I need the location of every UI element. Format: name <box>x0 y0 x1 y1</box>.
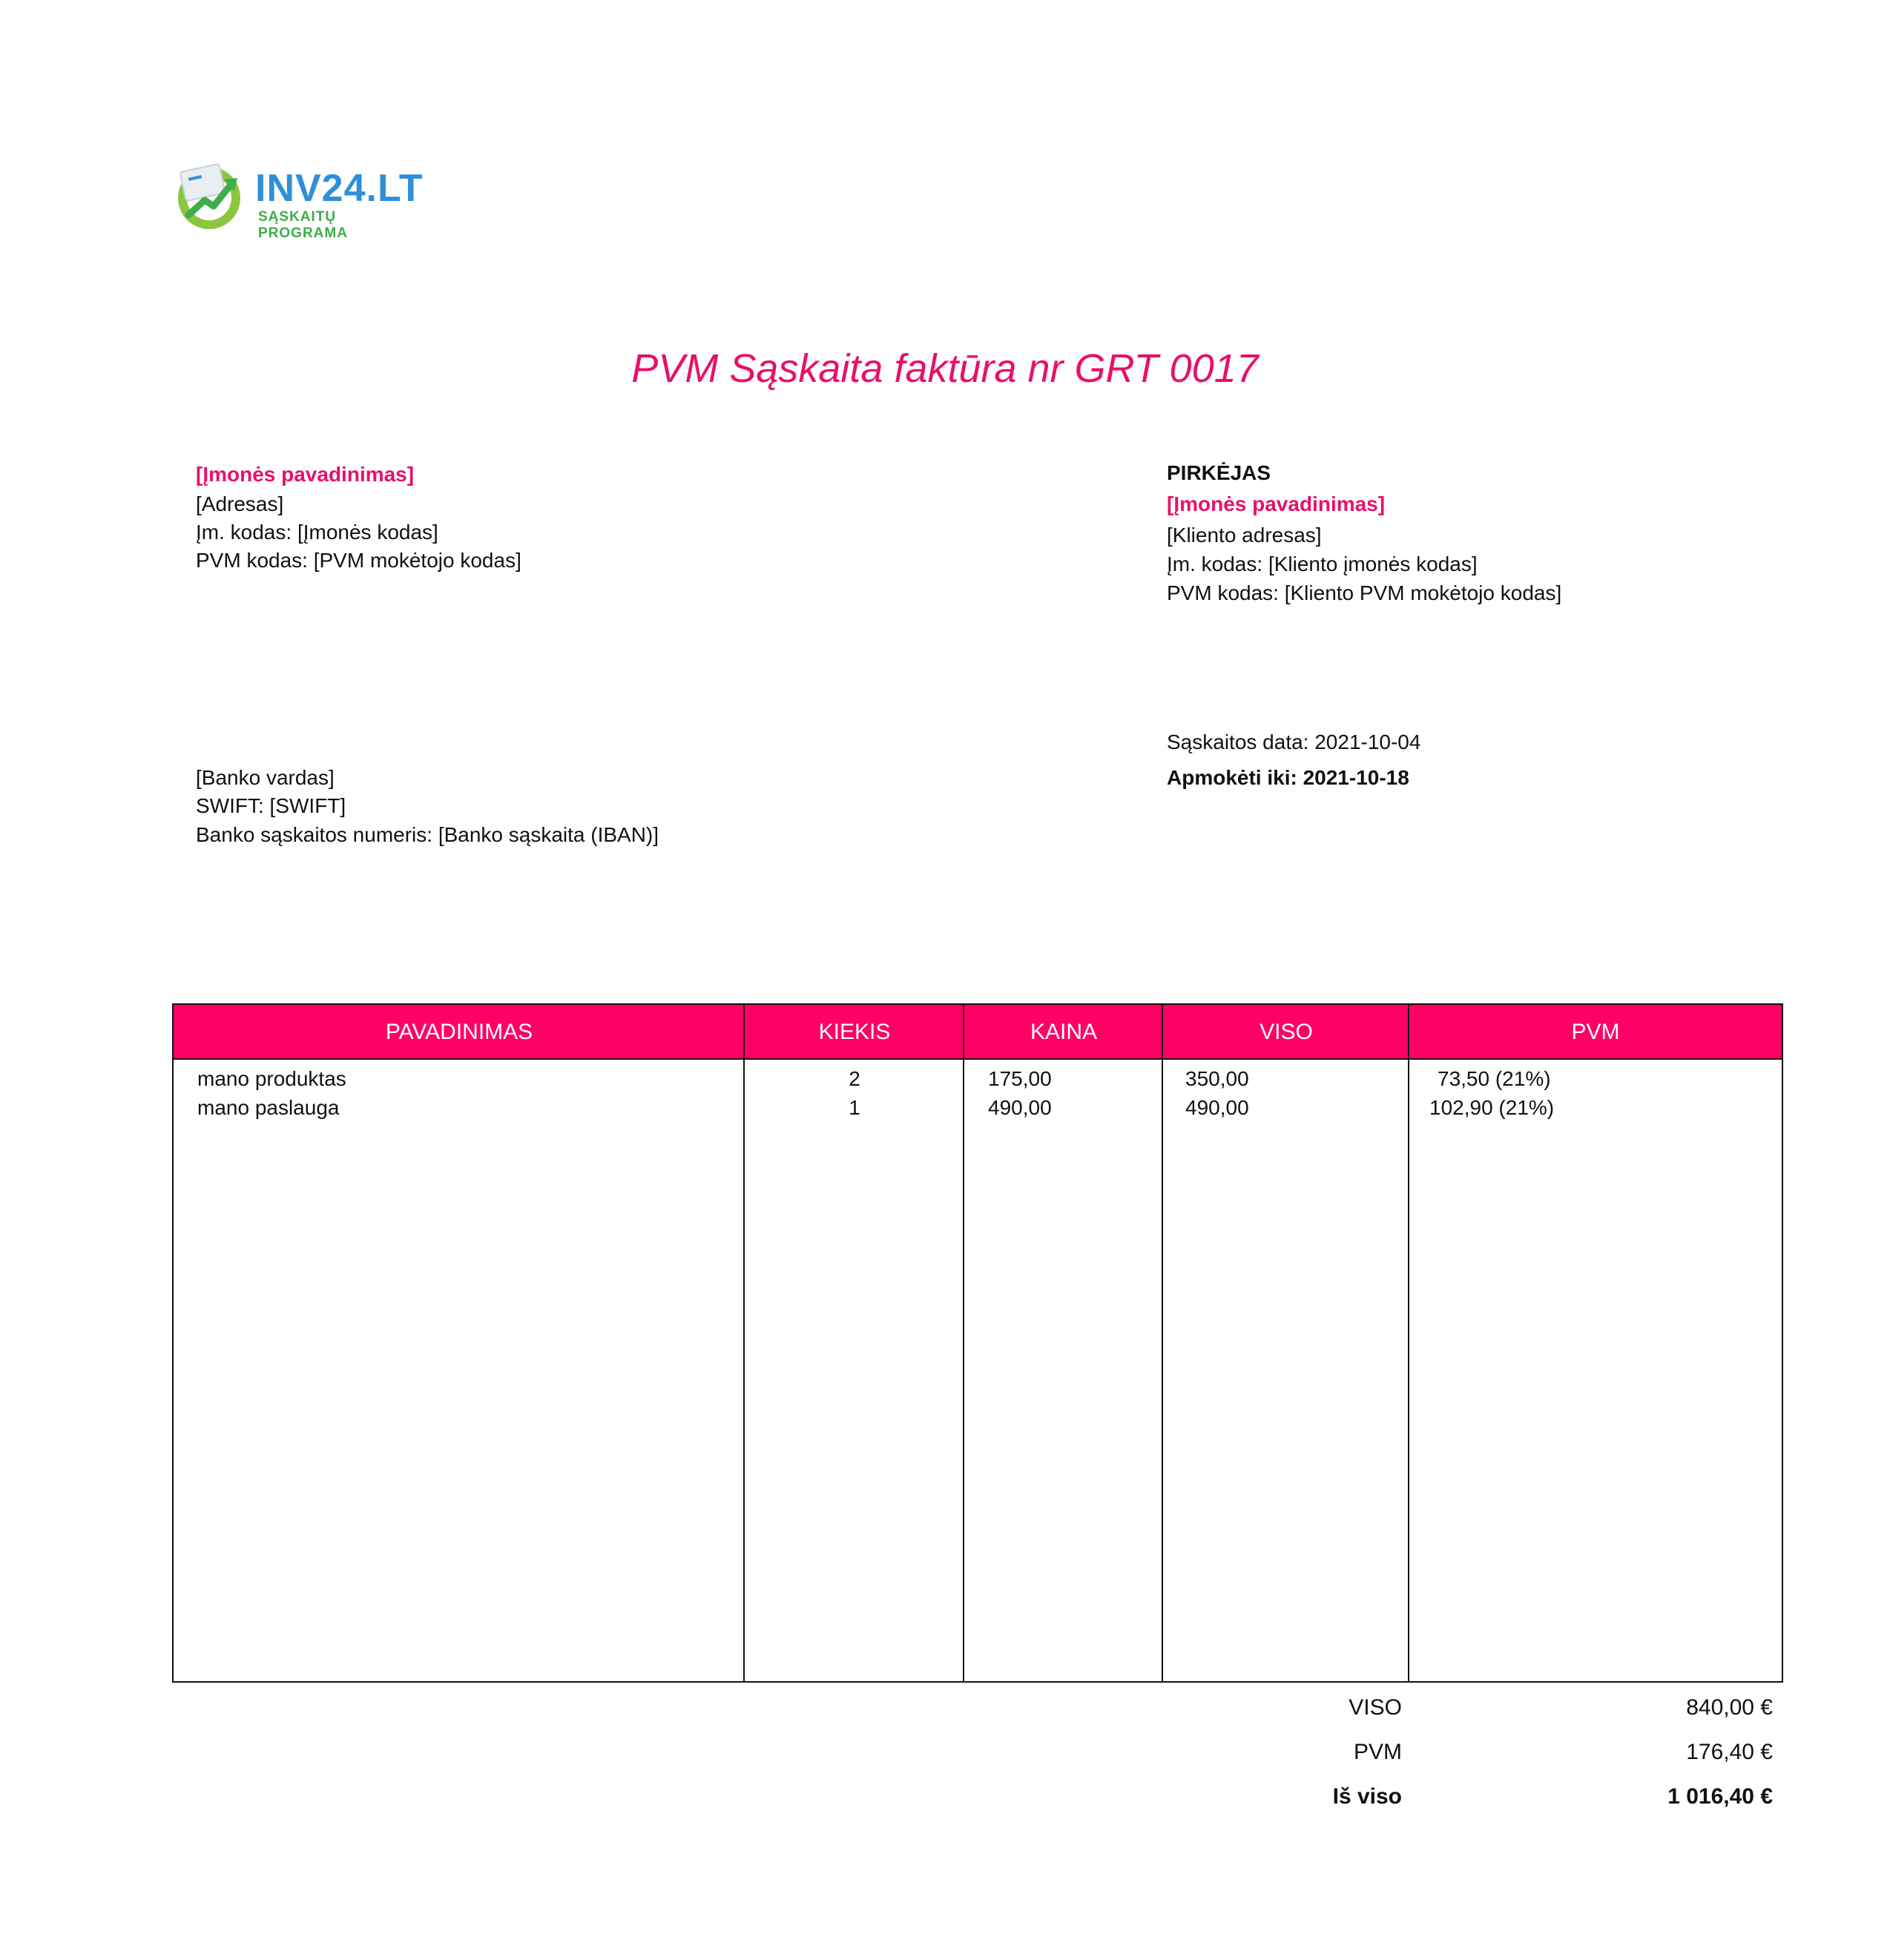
seller-company-code: Įm. kodas: [Įmonės kodas] <box>196 521 438 544</box>
subtotal-label: VISO <box>1349 1695 1402 1720</box>
seller-address: [Adresas] <box>196 492 284 515</box>
seller-name: [Įmonės pavadinimas] <box>196 463 415 486</box>
logo-chart-icon <box>172 157 246 231</box>
vat-total-label: PVM <box>1353 1740 1402 1764</box>
header-vat: PVM <box>1409 1005 1782 1060</box>
column-divider <box>1162 1005 1163 1681</box>
due-date <box>1167 763 1409 792</box>
buyer-name: [Įmonės pavadinimas] <box>1167 492 1386 515</box>
buyer-address: [Kliento adresas] <box>1167 524 1322 547</box>
logo-brand-text: INV24.LT <box>255 167 424 210</box>
company-logo <box>172 157 424 241</box>
row-vat: 73,50 (21%) <box>1438 1067 1551 1090</box>
bank-name: [Banko vardas] <box>196 766 335 789</box>
header-total: VISO <box>1163 1005 1409 1060</box>
items-table <box>172 1003 1783 1683</box>
buyer-company-code: Įm. kodas: [Kliento įmonės kodas] <box>1167 552 1478 575</box>
column-divider <box>1408 1005 1409 1681</box>
vat-total-value: 176,40 € <box>1686 1740 1773 1764</box>
due-date-label: Apmokėti iki: <box>1167 766 1303 789</box>
row-name: mano paslauga <box>197 1096 340 1119</box>
row-price: 490,00 <box>988 1096 1052 1119</box>
invoice-date: Sąskaitos data: 2021-10-04 <box>1167 730 1421 753</box>
row-quantity: 2 <box>849 1067 860 1090</box>
seller-vat-code: PVM kodas: [PVM mokėtojo kodas] <box>196 549 521 572</box>
subtotal-value: 840,00 € <box>1686 1695 1773 1720</box>
grand-total-value: 1 016,40 € <box>1667 1784 1773 1809</box>
buyer-heading: PIRKĖJAS <box>1167 461 1271 484</box>
row-name: mano produktas <box>197 1067 346 1090</box>
bank-swift: SWIFT: [SWIFT] <box>196 794 346 817</box>
bank-account: Banko sąskaitos numeris: [Banko sąskaita (IBAN)] <box>196 823 659 846</box>
invoice-title: PVM Sąskaita faktūra nr GRT 0017 <box>631 346 1259 391</box>
due-date-value: 2021-10-18 <box>1303 766 1409 789</box>
header-quantity: KIEKIS <box>745 1005 964 1060</box>
logo-tagline: SĄSKAITŲ PROGRAMA <box>258 209 348 241</box>
header-name: PAVADINIMAS <box>174 1005 745 1060</box>
buyer-vat-code: PVM kodas: [Kliento PVM mokėtojo kodas] <box>1167 581 1562 604</box>
grand-total-label: Iš viso <box>1332 1784 1402 1809</box>
row-price: 175,00 <box>988 1067 1052 1090</box>
row-total: 490,00 <box>1185 1096 1249 1119</box>
row-total: 350,00 <box>1185 1067 1249 1090</box>
row-quantity: 1 <box>849 1096 860 1119</box>
header-price: KAINA <box>964 1005 1163 1060</box>
row-vat: 102,90 (21%) <box>1429 1096 1555 1119</box>
